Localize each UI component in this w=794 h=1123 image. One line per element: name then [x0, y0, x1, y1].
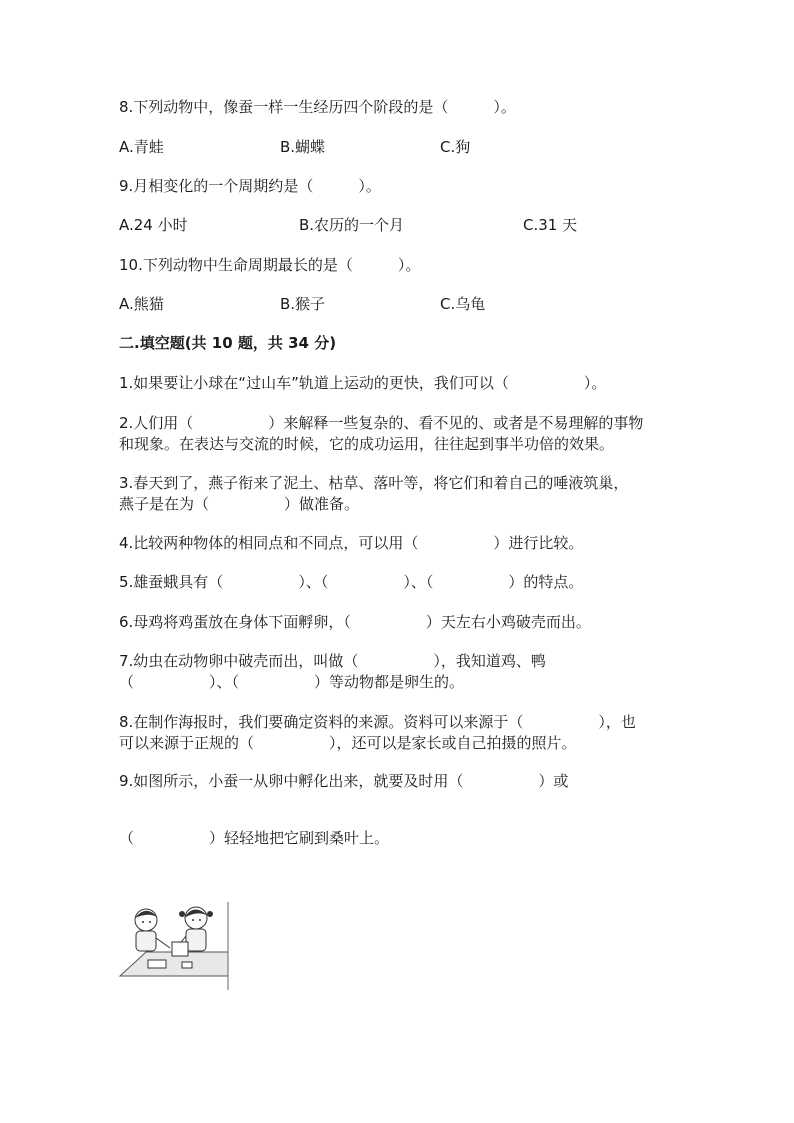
q8-option-c[interactable]: C.狗 — [440, 138, 471, 156]
q9-option-a[interactable]: A.24 小时 — [119, 216, 188, 234]
q8-option-a[interactable]: A.青蛙 — [119, 138, 164, 156]
children-silkworm-illustration — [118, 900, 230, 990]
q10-option-c[interactable]: C.乌龟 — [440, 295, 486, 313]
fill-question-9-line-1: 9.如图所示，小蚕一从卵中孵化出来，就要及时用（ ）或 — [119, 772, 569, 790]
q9-option-b[interactable]: B.农历的一个月 — [299, 216, 405, 234]
fill-question-5: 5.雄蚕蛾具有（ ）、（ ）、（ ）的特点。 — [119, 573, 584, 591]
question-8-stem: 8.下列动物中，像蚕一样一生经历四个阶段的是（ ）。 — [119, 98, 516, 116]
fill-question-4: 4.比较两种物体的相同点和不同点，可以用（ ）进行比较。 — [119, 534, 584, 552]
q9-option-c[interactable]: C.31 天 — [523, 216, 578, 234]
q10-option-a[interactable]: A.熊猫 — [119, 295, 164, 313]
fill-question-2-line-1: 2.人们用（ ）来解释一些复杂的、看不见的、或者是不易理解的事物 — [119, 414, 644, 432]
section-2-title: 二.填空题(共 10 题，共 34 分) — [119, 334, 337, 352]
q8-option-b[interactable]: B.蝴蝶 — [280, 138, 326, 156]
question-9-stem: 9.月相变化的一个周期约是（ ）。 — [119, 177, 381, 195]
fill-question-3-line-2: 燕子是在为（ ）做准备。 — [119, 495, 360, 513]
fill-question-7-line-2: （ ）、（ ）等动物都是卵生的。 — [119, 673, 465, 691]
fill-question-7-line-1: 7.幼虫在动物卵中破壳而出，叫做（ ），我知道鸡、鸭 — [119, 652, 546, 670]
question-10-stem: 10.下列动物中生命周期最长的是（ ）。 — [119, 256, 421, 274]
fill-question-6: 6.母鸡将鸡蛋放在身体下面孵卵，（ ）天左右小鸡破壳而出。 — [119, 613, 591, 631]
fill-question-8-line-1: 8.在制作海报时，我们要确定资料的来源。资料可以来源于（ ），也 — [119, 713, 636, 731]
fill-question-8-line-2: 可以来源于正规的（ ），还可以是家长或自己拍摄的照片。 — [119, 734, 577, 752]
q10-option-b[interactable]: B.猴子 — [280, 295, 326, 313]
fill-question-3-line-1: 3.春天到了，燕子衔来了泥土、枯草、落叶等，将它们和着自己的唾液筑巢， — [119, 474, 629, 492]
fill-question-9-line-2: （ ）轻轻地把它刷到桑叶上。 — [119, 829, 390, 847]
fill-question-1: 1.如果要让小球在“过山车”轨道上运动的更快，我们可以（ ）。 — [119, 374, 607, 392]
fill-question-2-line-2: 和现象。在表达与交流的时候，它的成功运用，往往起到事半功倍的效果。 — [119, 435, 615, 453]
